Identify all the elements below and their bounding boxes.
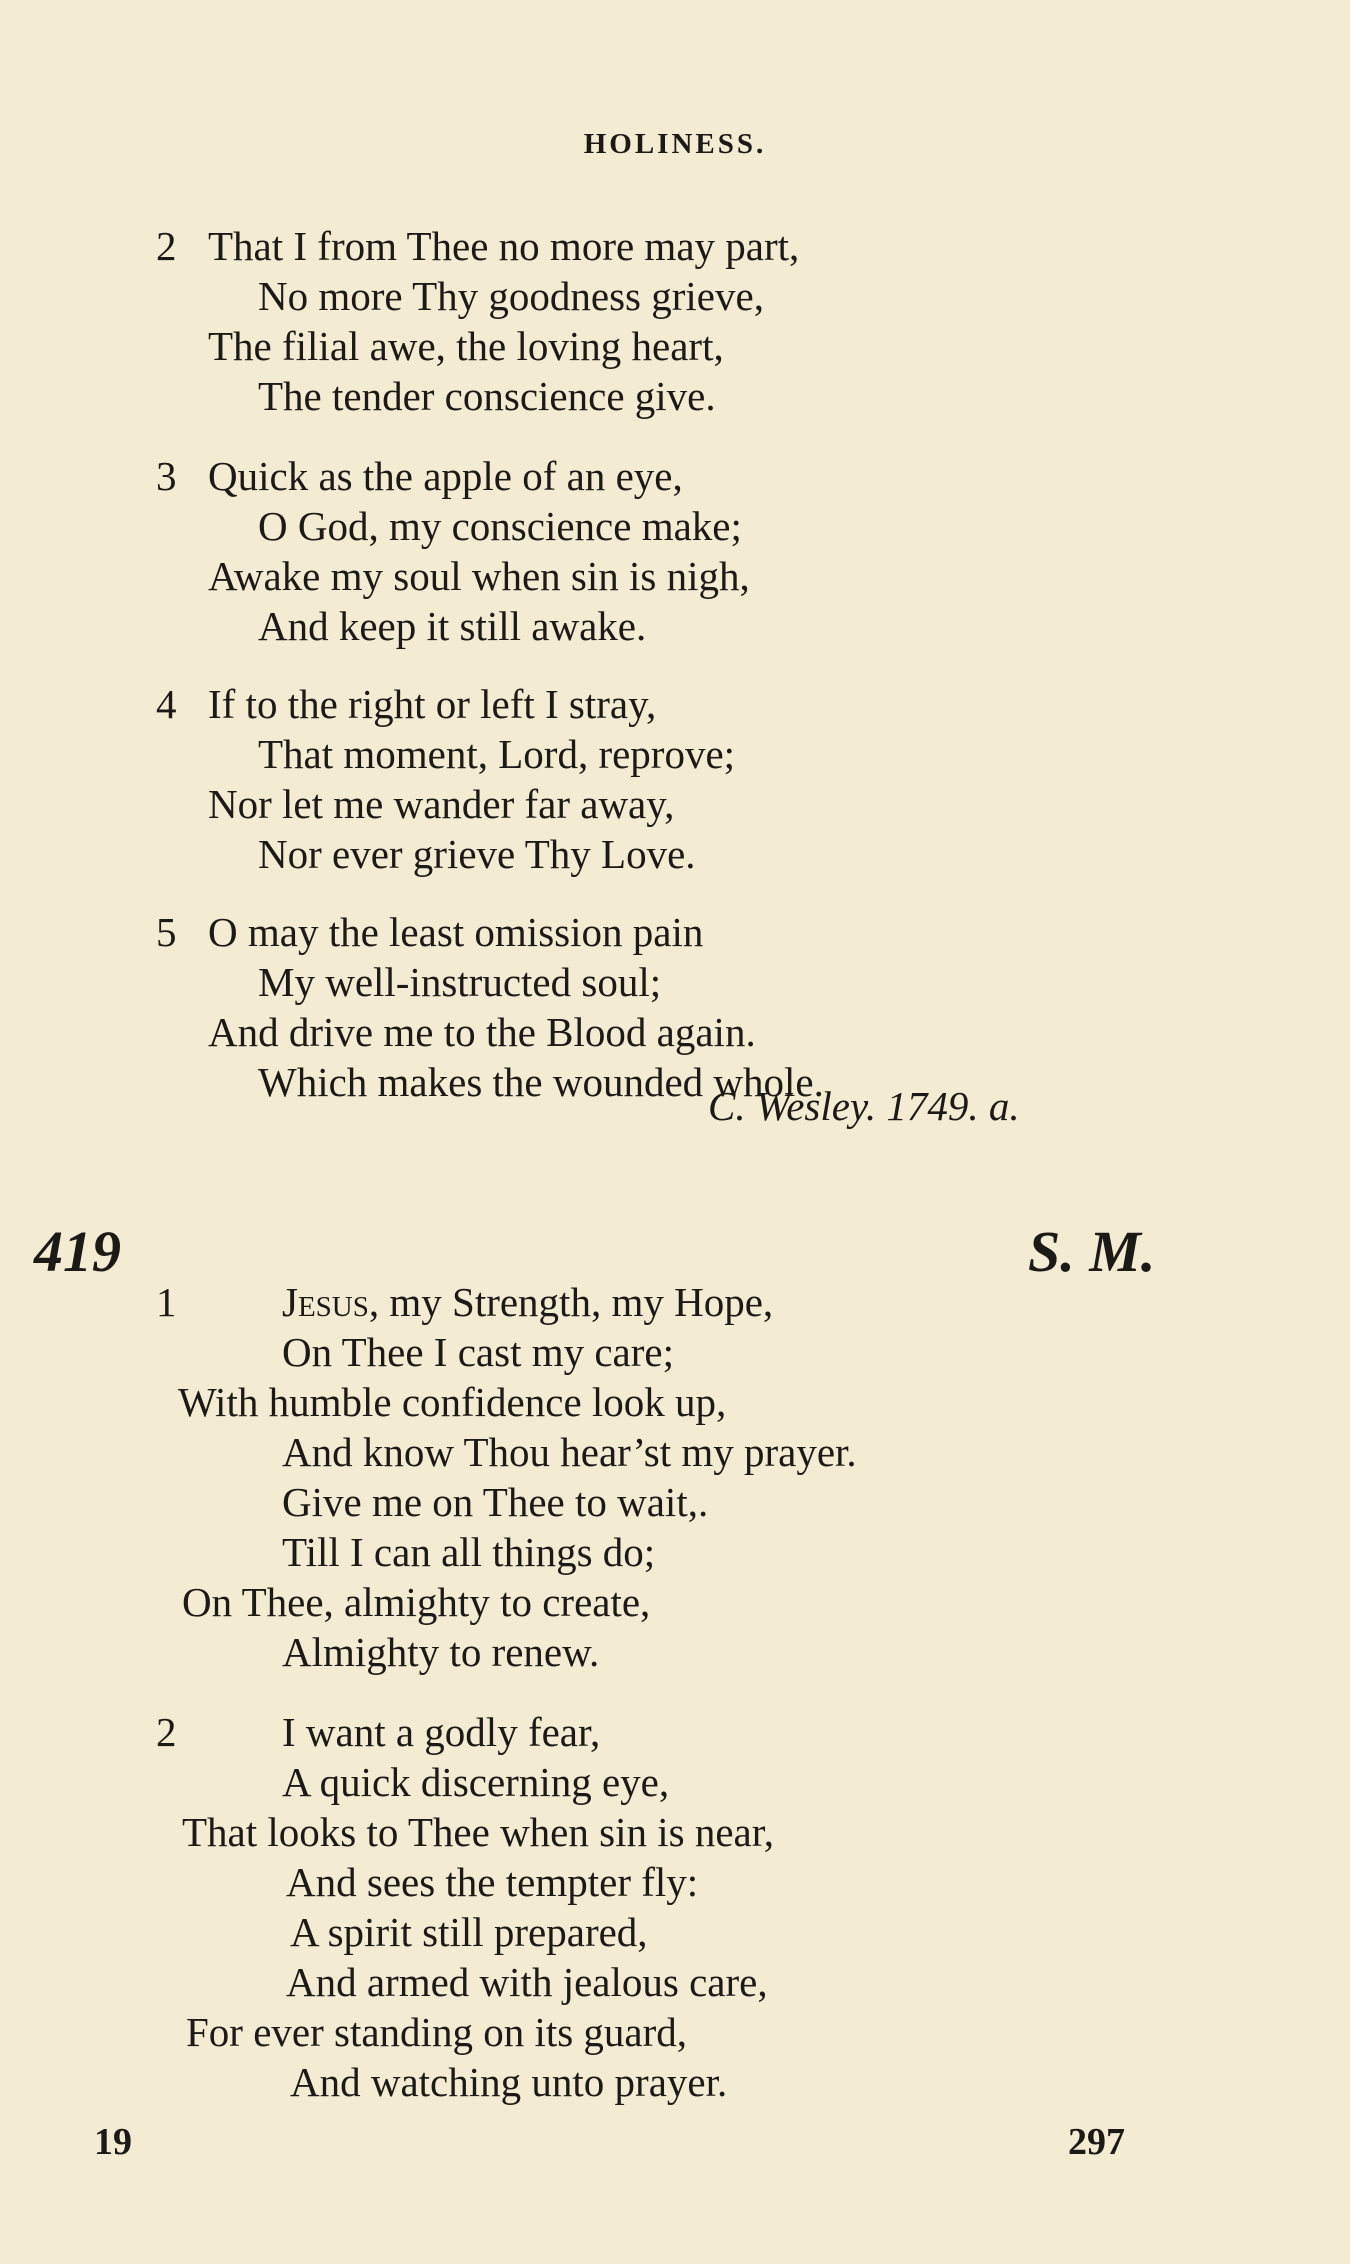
verse-line: With humble confidence look up, (178, 1379, 727, 1425)
signature-mark: 19 (94, 2121, 132, 2163)
verse-line: Quick as the apple of an eye, (208, 453, 683, 499)
verse-line: On Thee I cast my care; (282, 1329, 674, 1375)
stanza-number: 4 (156, 681, 177, 727)
verse-line: Almighty to renew. (282, 1629, 600, 1675)
stanza-number: 1 (156, 1279, 177, 1325)
first-word: Jesus (282, 1279, 369, 1325)
verse-line: The filial awe, the loving heart, (208, 323, 724, 369)
page-number: 297 (1068, 2121, 1125, 2163)
verse-line: If to the right or left I stray, (208, 681, 657, 727)
verse-line: Give me on Thee to wait,. (282, 1479, 709, 1525)
verse-line: Awake my soul when sin is nigh, (208, 553, 750, 599)
stanza-number: 2 (156, 223, 177, 269)
verse-line: And watching unto prayer. (290, 2059, 728, 2105)
verse-line: Nor let me wander far away, (208, 781, 675, 827)
verse-line: On Thee, almighty to create, (182, 1579, 651, 1625)
verse-line: That looks to Thee when sin is near, (182, 1809, 774, 1855)
verse-line: And armed with jealous care, (286, 1959, 768, 2005)
verse-line: For ever standing on its guard, (186, 2009, 688, 2055)
verse-line: My well-instructed soul; (258, 959, 662, 1005)
verse-line: A quick discerning eye, (282, 1759, 670, 1805)
verse-line: Nor ever grieve Thy Love. (258, 831, 696, 877)
stanza-number: 2 (156, 1709, 177, 1755)
verse-line: I want a godly fear, (282, 1709, 601, 1755)
verse-line: Till I can all things do; (282, 1529, 656, 1575)
verse-line: And sees the tempter fly: (286, 1859, 699, 1905)
verse-line: Which makes the wounded whole. (258, 1059, 824, 1105)
verse-line: The tender conscience give. (258, 373, 716, 419)
stanza-number: 5 (156, 909, 177, 955)
verse-line: And keep it still awake. (258, 603, 647, 649)
verse-line: No more Thy goodness grieve, (258, 273, 764, 319)
hymn-number: 419 (34, 1219, 121, 1284)
verse-line: That I from Thee no more may part, (208, 223, 800, 269)
author-attribution: C. Wesley. 1749. a. (708, 1083, 1020, 1129)
verse-line: And drive me to the Blood again. (208, 1009, 756, 1055)
verse-line: O God, my conscience make; (258, 503, 742, 549)
verse-line: And know Thou hear’st my prayer. (282, 1429, 857, 1475)
meter-label: S. M. (1028, 1219, 1156, 1284)
stanza-number: 3 (156, 453, 177, 499)
verse-line (282, 1279, 774, 1325)
running-head: HOLINESS. (583, 128, 767, 160)
verse-line: O may the least omission pain (208, 909, 704, 955)
verse-line: That moment, Lord, reprove; (258, 731, 736, 777)
verse-line-rest: , my Strength, my Hope, (368, 1279, 774, 1325)
verse-line: A spirit still prepared, (290, 1909, 648, 1955)
